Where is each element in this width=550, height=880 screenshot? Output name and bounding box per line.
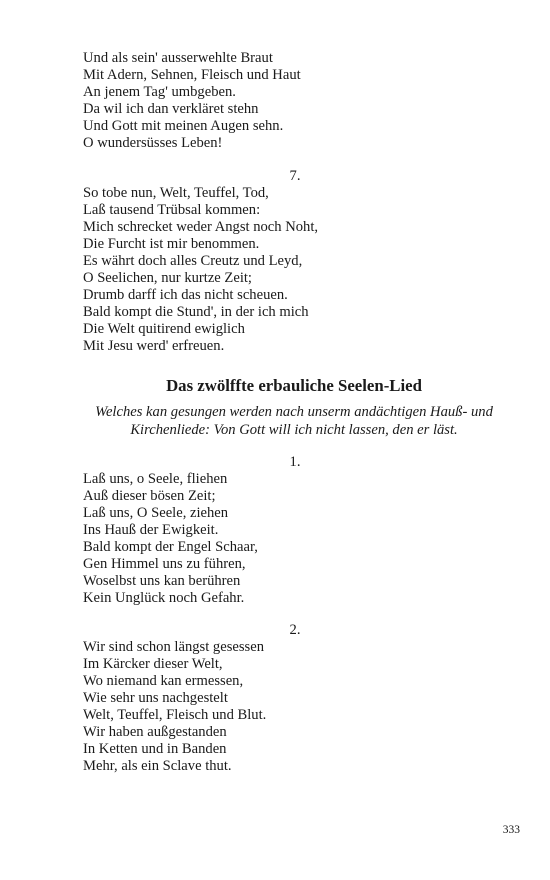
verse-line: Wie sehr uns nachgestelt	[83, 690, 228, 706]
verse-line: Laß uns, o Seele, fliehen	[83, 471, 228, 487]
song-subtitle: Welches kan gesungen werden nach unserm andächtigen Hauß- und Kirchenliede: Von Gott will ich nicht lassen, den er läst.	[95, 404, 493, 438]
verse-line: Die Welt quitirend ewiglich	[83, 321, 245, 337]
verse-line: O wundersüsses Leben!	[83, 135, 223, 151]
verse-line: Es währt doch alles Creutz und Leyd,	[83, 253, 303, 269]
verse-line: An jenem Tag' umbgeben.	[83, 84, 236, 100]
verse-line: Und Gott mit meinen Augen sehn.	[83, 118, 284, 134]
verse-line: Im Kärcker dieser Welt,	[83, 656, 223, 672]
verse-line: Gen Himmel uns zu führen,	[83, 556, 246, 572]
song-title: Das zwölffte erbauliche Seelen-Lied	[166, 376, 422, 395]
verse-line: Laß uns, O Seele, ziehen	[83, 505, 229, 521]
verse-line: Mich schrecket weder Angst noch Noht,	[83, 219, 319, 235]
verse-line: Mit Adern, Sehnen, Fleisch und Haut	[83, 67, 301, 83]
verse-line: O Seelichen, nur kurtze Zeit;	[83, 270, 252, 286]
page-number: 333	[502, 824, 520, 836]
verse-line: So tobe nun, Welt, Teuffel, Tod,	[83, 185, 269, 201]
verse-line: Wo niemand kan ermessen,	[83, 673, 244, 689]
stanza-7	[83, 185, 505, 355]
verse-line: Mit Jesu werd' erfreuen.	[83, 338, 225, 354]
verse-line: Woselbst uns kan berühren	[83, 573, 241, 589]
stanza-continuation	[83, 50, 505, 152]
stanza-number: 2.	[289, 622, 301, 638]
stanza-2	[83, 639, 505, 775]
verse-line: Bald kompt die Stund', in der ich mich	[83, 304, 309, 320]
verse-line: Drumb darff ich das nicht scheuen.	[83, 287, 288, 303]
verse-line: Und als sein' ausserwehlte Braut	[83, 50, 273, 66]
verse-line: Da wil ich dan verkläret stehn	[83, 101, 259, 117]
stanza-number: 7.	[289, 168, 301, 184]
verse-line: Auß dieser bösen Zeit;	[83, 488, 216, 504]
verse-line: Mehr, als ein Sclave thut.	[83, 758, 232, 774]
verse-line: In Ketten und in Banden	[83, 741, 227, 757]
verse-line: Bald kompt der Engel Schaar,	[83, 539, 258, 555]
verse-line: Welt, Teuffel, Fleisch und Blut.	[83, 707, 267, 723]
stanza-1	[83, 471, 505, 607]
stanza-number: 1.	[289, 454, 301, 470]
verse-line: Wir sind schon längst gesessen	[83, 639, 264, 655]
verse-line: Die Furcht ist mir benommen.	[83, 236, 260, 252]
verse-line: Kein Unglück noch Gefahr.	[83, 590, 245, 606]
verse-line: Wir haben außgestanden	[83, 724, 227, 740]
verse-line: Ins Hauß der Ewigkeit.	[83, 522, 219, 538]
verse-line: Laß tausend Trübsal kommen:	[83, 202, 261, 218]
